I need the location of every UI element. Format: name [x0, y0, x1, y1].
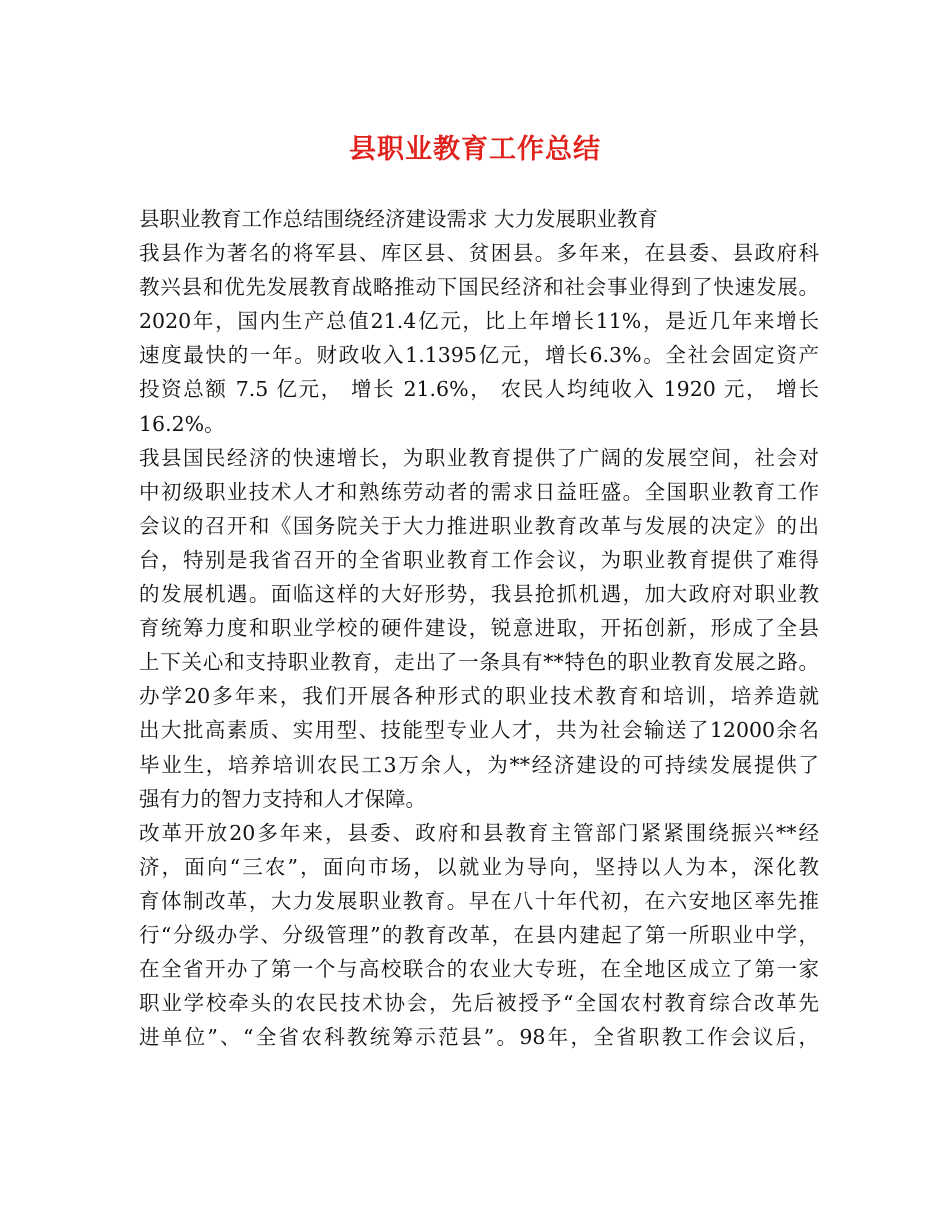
body-line: 育体制改革，大力发展职业教育。早在八十年代初，在六安地区率先推 — [139, 888, 819, 913]
body-line: 县职业教育工作总结围绕经济建设需求 大力发展职业教育 — [139, 207, 659, 231]
body-line: 我县作为著名的将军县、库区县、贫困县。多年来，在县委、县政府科 — [139, 241, 819, 266]
body-line: 在全省开办了第一个与高校联合的农业大专班，在全地区成立了第一家 — [139, 957, 819, 982]
body-line: 育统筹力度和职业学校的硬件建设，锐意进取，开拓创新，形成了全县 — [139, 616, 819, 641]
document-body — [139, 202, 819, 1054]
body-line: 中初级职业技术人才和熟练劳动者的需求日益旺盛。全国职业教育工作 — [139, 479, 819, 504]
body-line: 2020年，国内生产总值21.4亿元，比上年增长11%，是近几年来增长 — [139, 309, 819, 334]
body-line: 济，面向“三农”，面向市场，以就业为导向，坚持以人为本，深化教 — [139, 854, 819, 879]
body-line: 强有力的智力支持和人才保障。 — [139, 786, 426, 811]
body-line: 出大批高素质、实用型、技能型专业人才，共为社会输送了12000余名 — [139, 718, 819, 743]
body-line: 教兴县和优先发展教育战略推动下国民经济和社会事业得到了快速发展。 — [139, 275, 819, 300]
body-line: 16.2%。 — [139, 411, 225, 436]
body-line: 的发展机遇。面临这样的大好形势，我县抢抓机遇，加大政府对职业教 — [139, 582, 819, 607]
body-line: 上下关心和支持职业教育，走出了一条具有**特色的职业教育发展之路。 — [139, 650, 819, 675]
body-line: 办学20多年来，我们开展各种形式的职业技术教育和培训，培养造就 — [139, 684, 819, 709]
body-line: 速度最快的一年。财政收入1.1395亿元，增长6.3%。全社会固定资产 — [139, 343, 819, 368]
body-line: 台，特别是我省召开的全省职业教育工作会议，为职业教育提供了难得 — [139, 547, 819, 572]
body-line: 进单位”、“全省农科教统筹示范县”。98年，全省职教工作会议后， — [139, 1025, 819, 1050]
body-line: 职业学校牵头的农民技术协会，先后被授予“全国农村教育综合改革先 — [139, 991, 819, 1016]
body-line: 改革开放20多年来，县委、政府和县教育主管部门紧紧围绕振兴**经 — [139, 820, 819, 845]
body-line: 行“分级办学、分级管理”的教育改革，在县内建起了第一所职业中学， — [139, 922, 819, 947]
body-line: 毕业生，培养培训农民工3万余人，为**经济建设的可持续发展提供了 — [139, 752, 819, 777]
document-title: 县职业教育工作总结 — [349, 134, 601, 165]
body-line: 我县国民经济的快速增长，为职业教育提供了广阔的发展空间，社会对 — [139, 445, 819, 470]
body-line: 投资总额 7.5 亿元， 增长 21.6%， 农民人均纯收入 1920 元， 增长 — [139, 377, 819, 402]
body-line: 会议的召开和《国务院关于大力推进职业教育改革与发展的决定》的出 — [139, 513, 819, 538]
